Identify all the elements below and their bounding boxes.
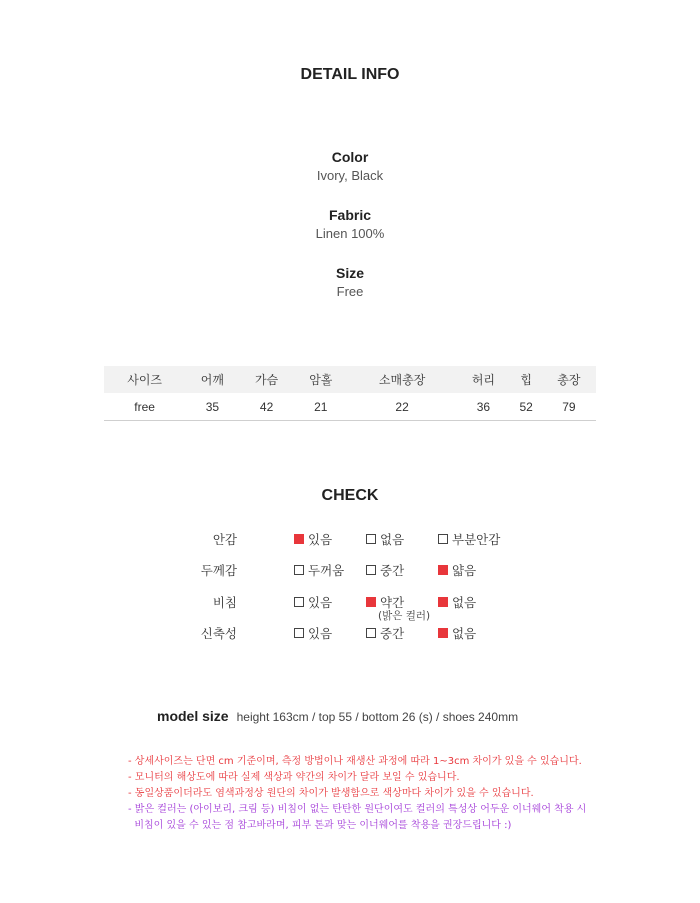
notes-list (128, 754, 598, 834)
size-table-header-row (104, 366, 596, 393)
size-table-header: 허리 (456, 366, 510, 393)
checkbox-icon (366, 597, 376, 607)
checkbox-icon (438, 534, 448, 544)
note-item: - 모니터의 해상도에 따라 실제 색상과 약간의 차이가 달라 보일 수 있습니다. (128, 772, 460, 783)
checkbox-icon (294, 565, 304, 575)
checkbox-icon (438, 565, 448, 575)
check-option-label: 있음 (308, 595, 333, 610)
checkbox-icon (294, 628, 304, 638)
table-row (104, 393, 596, 421)
checkbox-icon (438, 628, 448, 638)
table-cell: 22 (348, 393, 456, 421)
size-table-header: 가슴 (240, 366, 294, 393)
spec-label: Color (331, 149, 369, 165)
check-row-sheerness (0, 593, 700, 622)
check-option (366, 593, 431, 622)
check-option (294, 624, 332, 642)
check-option-label: 없음 (380, 532, 405, 547)
table-cell: 35 (185, 393, 239, 421)
spec-value: Linen 100% (315, 226, 385, 241)
spec-value: Ivory, Black (316, 168, 384, 183)
check-option-label: 없음 (452, 626, 477, 641)
check-option-label: 중간 (380, 626, 405, 641)
check-option (366, 561, 404, 579)
size-table (104, 366, 596, 421)
check-label: 비침 (212, 595, 237, 610)
check-row-stretch (0, 624, 700, 644)
check-option-label: 약간 (380, 595, 405, 610)
check-option (366, 624, 404, 642)
checkbox-icon (438, 597, 448, 607)
spec-label: Size (335, 265, 364, 281)
check-row-lining (0, 530, 700, 550)
spec-value: Free (336, 284, 364, 299)
table-cell: 52 (511, 393, 542, 421)
check-label: 신축성 (200, 626, 237, 641)
check-option-label: 없음 (452, 595, 477, 610)
check-option (294, 561, 344, 579)
note-item: - 동일상품이더라도 염색과정상 원단의 차이가 발생함으로 색상마다 차이가 있을 수 있습니다. (128, 788, 534, 799)
check-option-label: 부분안감 (452, 532, 501, 547)
checkbox-icon (366, 565, 376, 575)
check-option (438, 593, 476, 611)
size-table-header: 어깨 (185, 366, 239, 393)
table-cell: free (104, 393, 185, 421)
check-option-note: (밝은 컬러) (378, 610, 431, 622)
table-cell: 79 (542, 393, 596, 421)
checkbox-icon (294, 597, 304, 607)
size-table-header: 힙 (511, 366, 542, 393)
check-option (438, 624, 476, 642)
checkbox-icon (366, 628, 376, 638)
spec-color (0, 148, 700, 184)
check-option-label: 두꺼움 (308, 563, 345, 578)
check-option (366, 530, 404, 548)
check-option (294, 593, 332, 611)
check-row-thickness (0, 561, 700, 581)
model-size (157, 706, 518, 725)
check-option-label: 있음 (308, 626, 333, 641)
check-option (438, 561, 476, 579)
check-title: CHECK (321, 487, 379, 504)
table-cell: 42 (240, 393, 294, 421)
table-cell: 21 (294, 393, 348, 421)
check-option-label: 얇음 (452, 563, 477, 578)
note-item: - 상세사이즈는 단면 cm 기준이며, 측정 방법이나 재생산 과정에 따라 1~3cm 차이가 있을 수 있습니다. (128, 756, 582, 767)
note-item: 비침이 있을 수 있는 점 참고바라며, 피부 톤과 맞는 이너웨어를 착용을 권장드립니다 :) (128, 820, 512, 831)
note-item: - 밝은 컬러는 (아이보리, 크림 등) 비침이 없는 탄탄한 원단이여도 컬러의 특성상 어두운 이너웨어 착용 시 (128, 804, 587, 815)
spec-fabric (0, 206, 700, 242)
size-table-header: 사이즈 (104, 366, 185, 393)
check-option-label: 있음 (308, 532, 333, 547)
spec-label: Fabric (328, 207, 371, 223)
table-cell: 36 (456, 393, 510, 421)
check-option (438, 530, 500, 548)
checkbox-icon (366, 534, 376, 544)
checkbox-icon (294, 534, 304, 544)
check-label: 안감 (212, 532, 237, 547)
size-table-header: 소매총장 (348, 366, 456, 393)
check-option-label: 중간 (380, 563, 405, 578)
page-title: DETAIL INFO (300, 66, 400, 83)
model-size-label: model size (157, 708, 229, 724)
model-size-text: height 163cm / top 55 / bottom 26 (s) / shoes 240mm (236, 710, 519, 724)
size-table-header: 암홀 (294, 366, 348, 393)
check-label: 두께감 (200, 563, 237, 578)
check-option (294, 530, 332, 548)
spec-size (0, 264, 700, 300)
size-table-header: 총장 (542, 366, 596, 393)
